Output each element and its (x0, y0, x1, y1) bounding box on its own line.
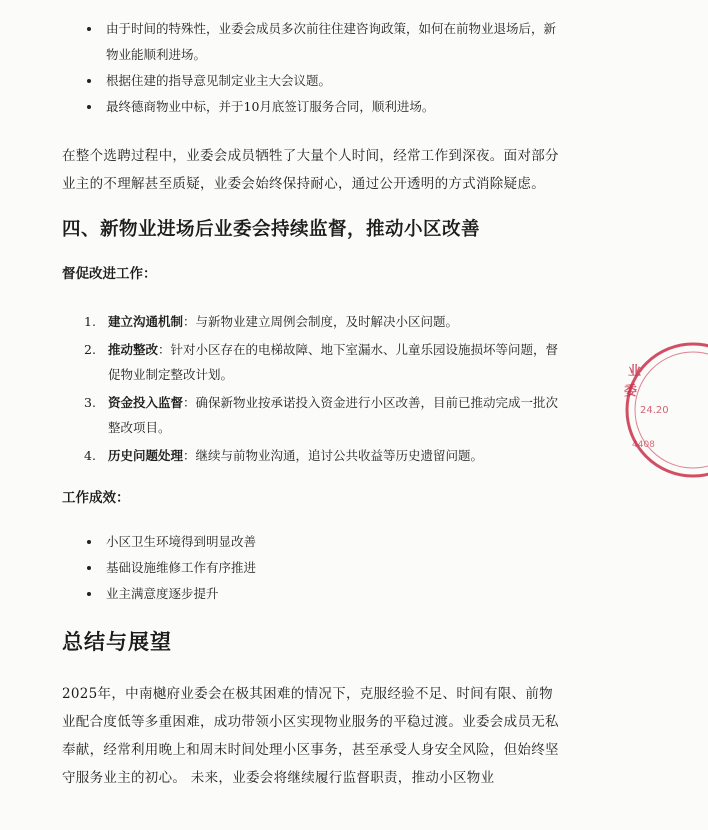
list-item: 3. 资金投入监督：确保新物业按承诺投入资金进行小区改善，目前已推动完成一批次整改项目。 (84, 395, 559, 435)
list-item: 最终德商物业中标，并于10月底签订服务合同，顺利进场。 (62, 94, 562, 120)
list-item: 由于时间的特殊性，业委会成员多次前往住建咨询政策，如何在前物业退场后，新物业能顺利进场。 (62, 16, 562, 68)
top-bullet-list (62, 16, 562, 120)
list-item: 1. 建立沟通机制：与新物业建立周例会制度，及时解决小区问题。 (84, 314, 459, 329)
improve-heading: 督促改进工作： (62, 266, 157, 282)
list-item: 2. 推动整改：针对小区存在的电梯故障、地下室漏水、儿童乐园设施损坏等问题，督促物业制定整改计划。 (84, 342, 559, 382)
list-item: 业主满意度逐步提升 (62, 581, 562, 607)
svg-text:24.20: 24.20 (640, 405, 669, 416)
list-item: 基础设施维修工作有序推进 (62, 555, 562, 581)
list-item: 小区卫生环境得到明显改善 (62, 529, 562, 555)
improvement-list (62, 309, 562, 471)
official-seal-stamp (618, 335, 708, 485)
list-item: 根据住建的指导意见制定业主大会议题。 (62, 68, 562, 94)
results-heading: 工作成效： (62, 490, 130, 506)
summary-paragraph: 2025年，中南樾府业委会在极其困难的情况下，克服经验不足、时间有限、前物业配合度低等多重困难，成功带领小区实现物业服务的平稳过渡。业委会成员无私奉献，经常利用晚上和周末时间处理小区事务，甚至承受人身安全风险，但始终坚守服务业主的初心。 未来，业委会将继续履行监督职责，推动小区物业 (62, 686, 559, 786)
selection-paragraph: 在整个选聘过程中，业委会成员牺牲了大量个人时间，经常工作到深夜。面对部分业主的不理解甚至质疑，业委会始终保持耐心，通过公开透明的方式消除疑虑。 (62, 148, 559, 192)
svg-text:委: 委 (624, 384, 638, 399)
summary-heading: 总结与展望 (62, 629, 172, 654)
results-list (62, 529, 562, 607)
list-item: 4. 历史问题处理：继续与前物业沟通，追讨公共收益等历史遗留问题。 (84, 448, 484, 463)
section-4-heading: 四、新物业进场后业委会持续监督，推动小区改善 (62, 219, 481, 240)
svg-text:业: 业 (628, 364, 642, 379)
svg-text:4408: 4408 (632, 440, 655, 450)
